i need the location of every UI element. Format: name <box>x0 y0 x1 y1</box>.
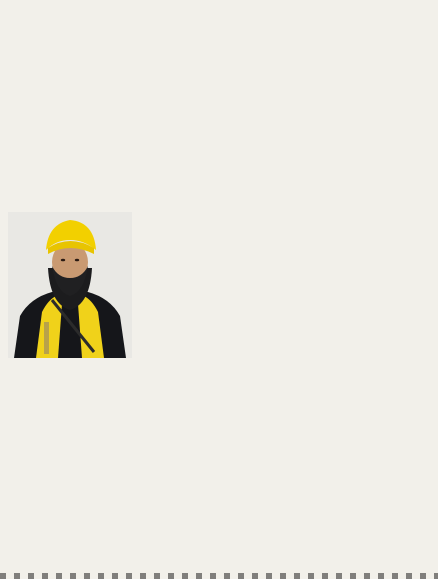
page-cut-line <box>0 573 438 579</box>
article-paragraph-2-side <box>137 328 430 370</box>
portrait-man-yellow-turban-icon <box>8 212 132 358</box>
article-paragraph-2-bottom <box>6 372 430 568</box>
headline-line-2 <box>6 46 432 82</box>
article-paragraph-1-side <box>137 211 430 323</box>
article-photo <box>8 212 132 358</box>
headline-line-1 <box>6 2 432 38</box>
article-paragraph-1-top <box>6 95 430 209</box>
